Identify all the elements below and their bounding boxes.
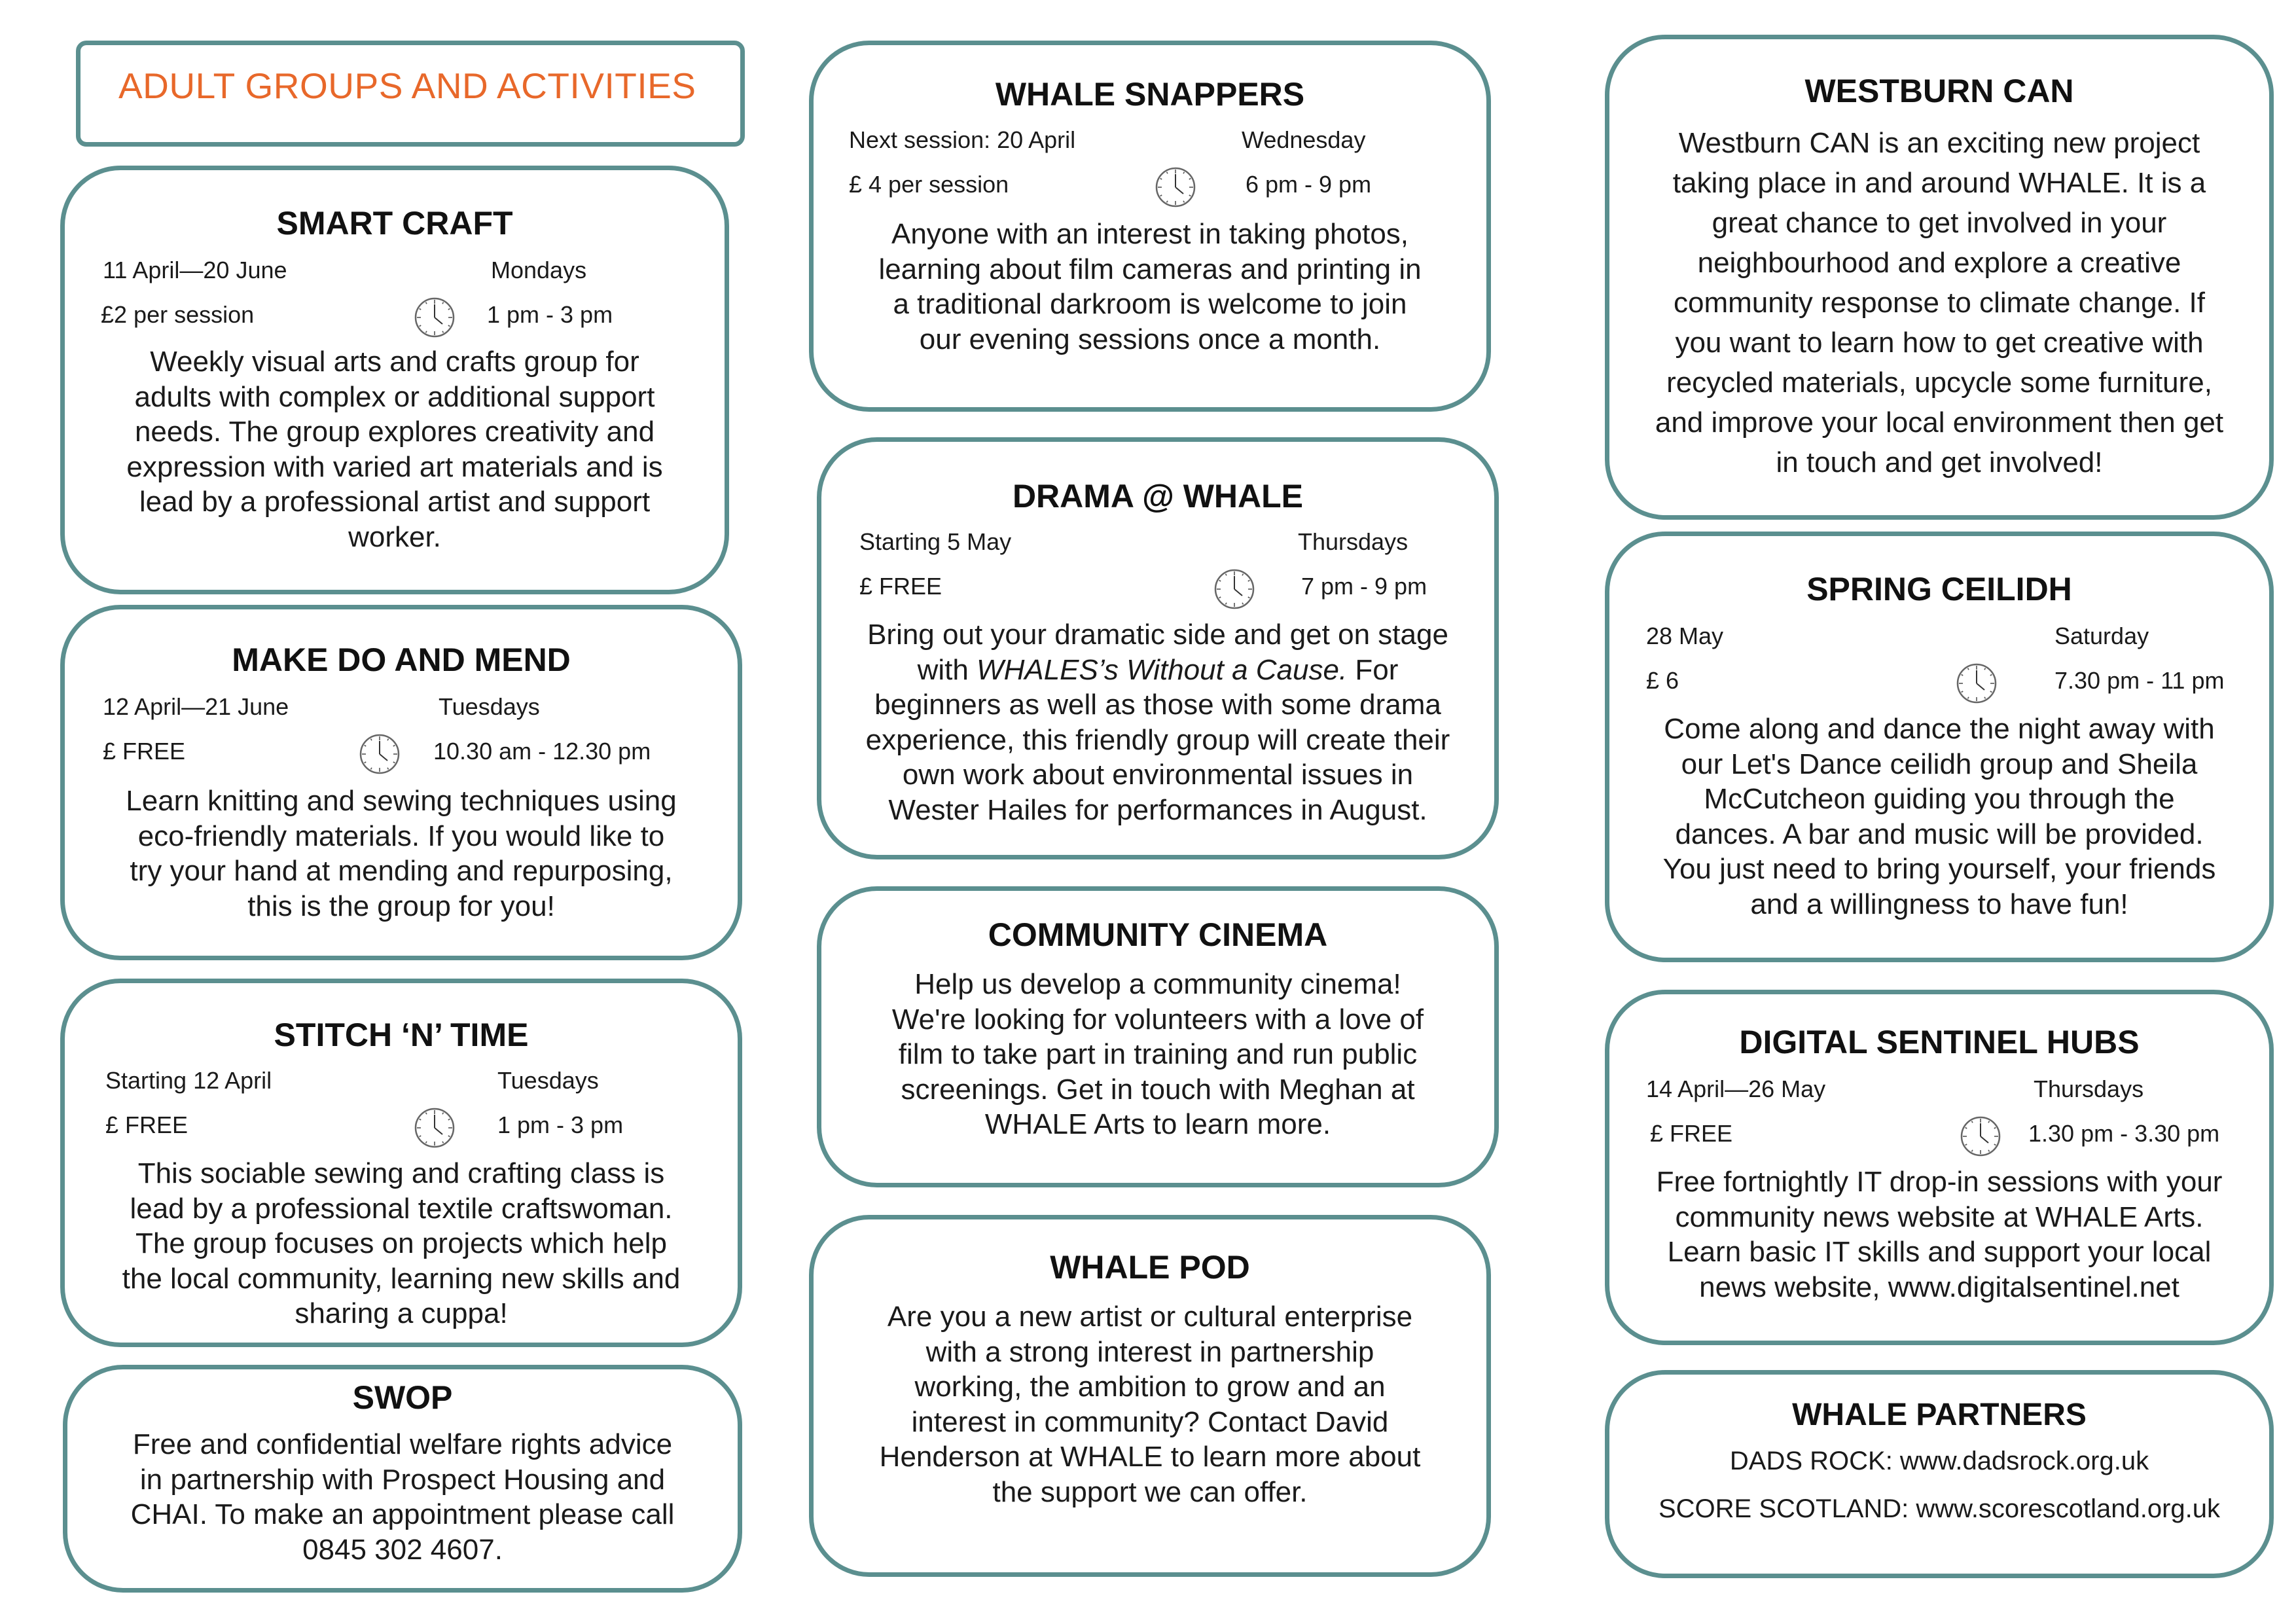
card-time: 1.30 pm - 3.30 pm: [2028, 1120, 2220, 1147]
card-time: 1 pm - 3 pm: [487, 301, 613, 328]
card-dates: Starting 5 May: [859, 528, 1012, 555]
page-title: ADULT GROUPS AND ACTIVITIES: [118, 65, 696, 106]
card-day: Thursdays: [2034, 1075, 2144, 1102]
card-price: £ FREE: [1650, 1120, 1733, 1147]
card-time: 10.30 am - 12.30 pm: [433, 738, 651, 765]
card-price: £ 6: [1646, 667, 1679, 694]
card-title: WHALE PARTNERS: [1792, 1398, 2087, 1432]
clock-icon: [413, 296, 456, 339]
card-day: Thursdays: [1298, 528, 1408, 555]
card-price: £ FREE: [103, 738, 186, 765]
card-title: SWOP: [352, 1379, 453, 1416]
card-description: Are you a new artist or cultural enterprise with a strong interest in partnership working, the ambition to grow and an interest in community? Contact David Henderson at WHALE to learn more about the support we can offer.: [879, 1301, 1421, 1508]
card-drama-whale: [817, 437, 1499, 859]
card-spring-ceilidh: [1605, 532, 2274, 962]
card-description: Weekly visual arts and crafts group for adults with complex or additional support needs. The group explores creativity and expression with varied art materials and is lead by a professional artist and support worker.: [126, 346, 663, 553]
card-title: SPRING CEILIDH: [1806, 571, 2072, 607]
card-stitch-n-time: [60, 979, 742, 1347]
card-title: MAKE DO AND MEND: [232, 641, 571, 678]
card-description: This sociable sewing and crafting class is lead by a professional textile craftswoman. The group focuses on projects which help the local community, learning new skills and sharing a cuppa!: [122, 1157, 681, 1329]
card-description: Come along and dance the night away with our Let's Dance ceilidh group and Sheila McCutcheon guiding you through the dances. A bar and music will be provided. You just need to bring yourself, your friends and a willingness to have fun!: [1662, 713, 2216, 920]
card-dates: Starting 12 April: [105, 1067, 272, 1094]
card-title: STITCH ‘N’ TIME: [274, 1017, 529, 1053]
card-make-do-and-mend: [60, 605, 742, 960]
card-title: DIGITAL SENTINEL HUBS: [1739, 1024, 2140, 1060]
card-whale-partners: [1605, 1370, 2274, 1578]
card-description: Learn knitting and sewing techniques using eco-friendly materials. If you would like to try your hand at mending and repurposing, this is the group for you!: [126, 785, 677, 922]
card-time: 7.30 pm - 11 pm: [2054, 667, 2225, 694]
card-digital-sentinel-hubs: [1605, 990, 2274, 1345]
card-dates: 11 April—20 June: [103, 257, 287, 283]
card-dates: 14 April—26 May: [1646, 1075, 1826, 1102]
card-whale-pod: [809, 1215, 1491, 1577]
clock-icon: [413, 1106, 456, 1149]
card-time: 1 pm - 3 pm: [497, 1111, 624, 1138]
card-day: Tuesdays: [497, 1067, 599, 1094]
clock-icon: [1959, 1115, 2002, 1158]
card-community-cinema: [817, 886, 1499, 1187]
card-price: £2 per session: [101, 301, 255, 328]
card-title: WESTBURN CAN: [1804, 73, 2074, 109]
card-day: Saturday: [2054, 623, 2149, 649]
card-description: Help us develop a community cinema! We're looking for volunteers with a love of film to take part in training and run public screenings. Get in touch with Meghan at WHALE Arts to learn more.: [891, 968, 1424, 1140]
clock-icon: [358, 732, 401, 776]
partner-dads-rock[interactable]: DADS ROCK: www.dadsrock.org.uk: [1729, 1447, 2149, 1475]
partner-score-scotland[interactable]: SCORE SCOTLAND: www.scorescotland.org.uk: [1658, 1494, 2221, 1523]
card-smart-craft: [60, 166, 729, 594]
clock-icon: [1213, 568, 1256, 611]
card-description: Bring out your dramatic side and get on stage with WHALES’s Without a Cause. For beginners as well as those with some drama experience, this friendly group will create their own work about environmental issues in Wester Hailes for performances in August.: [865, 619, 1450, 826]
card-dates: Next session: 20 April: [849, 126, 1076, 153]
card-whale-snappers: [809, 41, 1491, 412]
card-day: Tuesdays: [439, 693, 540, 720]
card-description: Free and confidential welfare rights advice in partnership with Prospect Housing and CHAI. To make an appointment please call 0845 302 4607.: [130, 1428, 675, 1566]
card-title: SMART CRAFT: [276, 205, 513, 242]
card-swop: [63, 1365, 742, 1593]
clock-icon: [1955, 662, 1998, 705]
card-day: Wednesday: [1242, 126, 1366, 153]
card-title: COMMUNITY CINEMA: [988, 916, 1328, 953]
card-westburn-can: [1605, 35, 2274, 520]
card-price: £ 4 per session: [849, 171, 1009, 198]
card-time: 6 pm - 9 pm: [1246, 171, 1372, 198]
clock-icon: [1154, 166, 1197, 209]
card-dates: 28 May: [1646, 623, 1724, 649]
card-title: DRAMA @ WHALE: [1012, 478, 1304, 514]
card-title: WHALE POD: [1050, 1249, 1250, 1286]
card-dates: 12 April—21 June: [103, 693, 289, 720]
card-description: Anyone with an interest in taking photos, learning about film cameras and printing in a traditional darkroom is welcome to join our evening sessions once a month.: [878, 218, 1422, 355]
card-title: WHALE SNAPPERS: [995, 76, 1305, 113]
header-box: [76, 41, 745, 147]
card-time: 7 pm - 9 pm: [1301, 573, 1427, 600]
card-price: £ FREE: [105, 1111, 188, 1138]
card-description: Free fortnightly IT drop-in sessions with your community news website at WHALE Arts. Learn basic IT skills and support your local news website, www.digitalsentinel.net: [1656, 1166, 2223, 1303]
card-price: £ FREE: [859, 573, 942, 600]
card-description: Westburn CAN is an exciting new project taking place in and around WHALE. It is a great chance to get involved in your neighbourhood and explore a creative community response to climate change. If you want to learn how to get creative with recycled materials, upcycle some furniture, and improve your local environment then get in touch and get involved!: [1655, 127, 2224, 478]
card-day: Mondays: [491, 257, 587, 283]
